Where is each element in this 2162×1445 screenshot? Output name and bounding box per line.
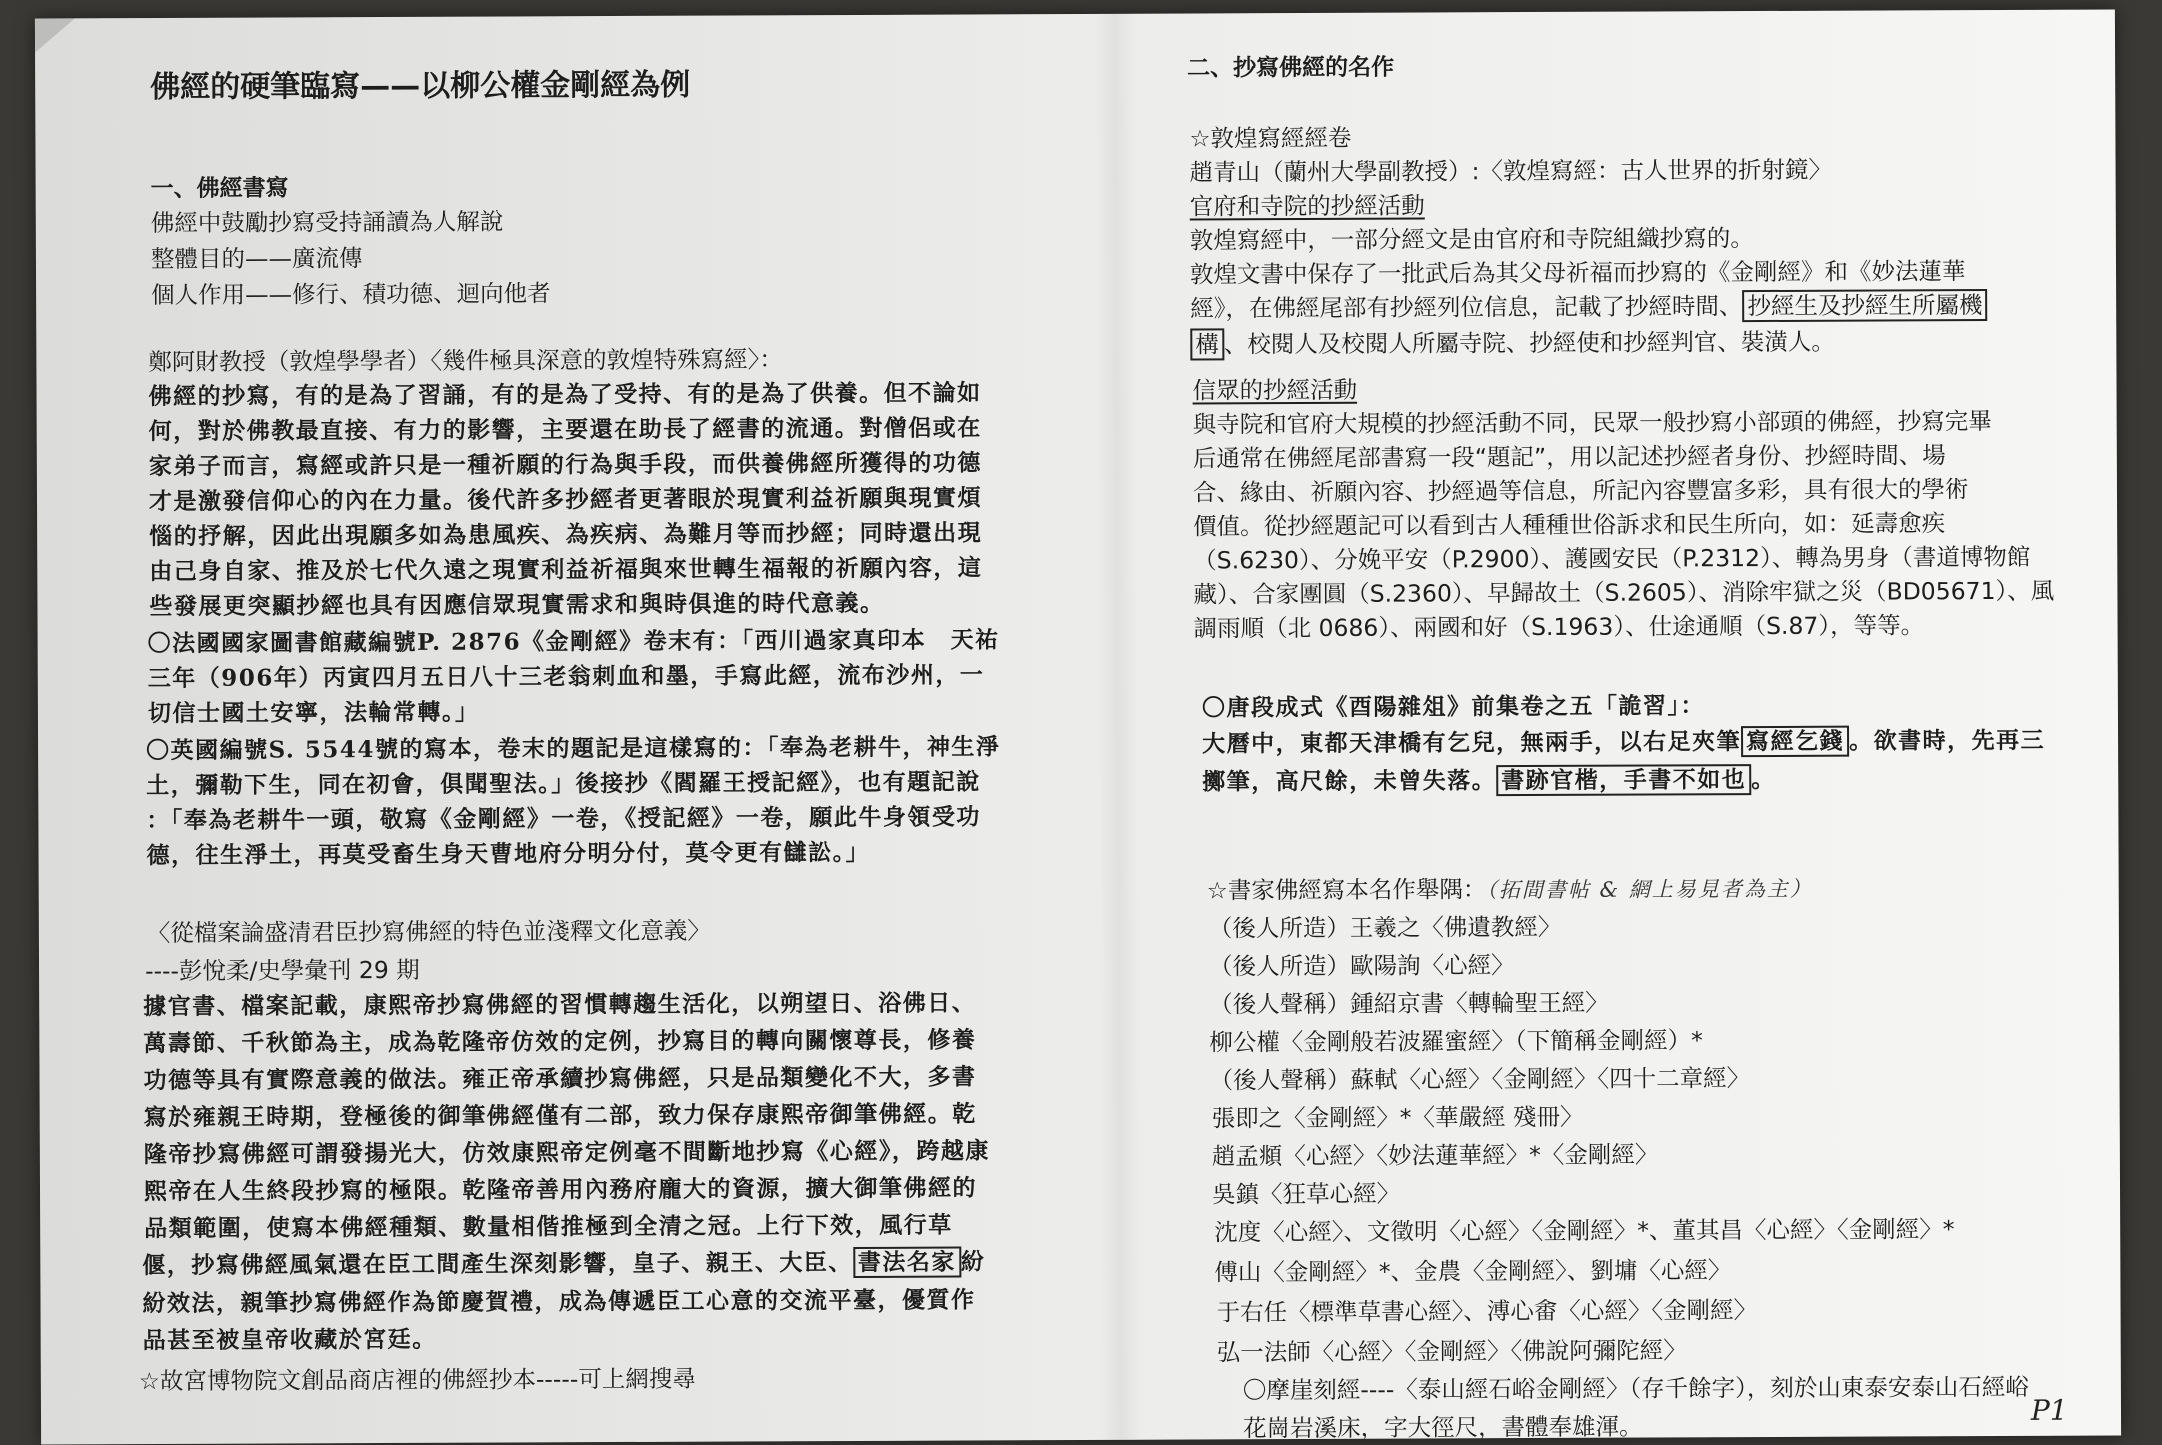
zheng-paragraph-line: 些發展更突顯抄經也具有因應信眾現實需求和與時俱進的時代意義。 [149,589,885,621]
master-work-item: 于右任〈標準草書心經〉、溥心畬〈心經〉〈金剛經〉 [1216,1296,1758,1327]
peng-paragraph-line: 熙帝在人生終段抄寫的極限。乾隆帝善用內務府龐大的資源，擴大御筆佛經的 [143,1174,978,1206]
peng-paragraph-line: 紛效法，親筆抄寫佛經作為節慶賀禮，成為傳遞臣工心意的交流平臺，優質作 [142,1286,976,1318]
zheng-paragraph-line: 才是激發信仰心的內在力量。後代許多抄經者更著眼於現實利益祈願與現實煩 [148,484,983,516]
zheng-paragraph-line: 〇英國編號S. 5544號的寫本，卷末的題記是這樣寫的：「奉為老耕牛，神生淨 [146,733,1001,765]
master-work-item: 沈度〈心經〉、文徵明〈心經〉〈金剛經〉*、董其昌〈心經〉〈金剛經〉* [1214,1215,1955,1247]
masters-heading [1207,869,1813,906]
peng-line-text: 偃，抄寫佛經風氣還在臣工間產生深刻影響，皇子、親王、大臣、 [142,1248,853,1280]
master-work-item: 趙孟頫〈心經〉〈妙法蓮華經〉*〈金剛經〉 [1211,1140,1659,1171]
boxed-highlight: 抄經生及抄經生所屬機 [1742,289,1987,322]
zheng-paragraph-line: 切信士國土安寧，法輪常轉。」 [147,698,480,728]
zheng-paragraph-line: 三年（906年）丙寅四月五日八十三老翁刺血和墨，手寫此經，流布沙州，一 [147,661,985,693]
youyang-line-text: 。 [1751,765,1776,794]
center-fold [1095,14,1141,1440]
folk-line: （S.6230）、分娩平安（P.2900）、護國安民（P.2312）、轉為男身（書道博物館 [1193,542,2031,575]
document-sheet [35,9,2121,1444]
moya-line: 〇摩崖刻經----〈泰山經石峪金剛經〉（存千餘字），刻於山東泰安泰山石經峪 [1242,1372,2029,1405]
zheng-paragraph-line: 惱的抒解，因此出現願多如為患風疾、為疾病、為難月等而抄經；同時還出現 [149,519,983,551]
peng-paragraph-line: 品類範圍，使寫本佛經種類、數量相偕推極到全清之冠。上行下效，風行草 [144,1211,953,1243]
youyang-line-text: 擲筆，高尺餘，未曾失落。 [1202,767,1497,796]
master-work-item: 張即之〈金剛經〉*〈華嚴經 殘冊〉 [1211,1102,1584,1133]
master-work-item: （後人所造）王羲之〈佛遺教經〉 [1208,912,1562,943]
zheng-paragraph-line: ：「奉為老耕牛一頭，敬寫《金剛經》一卷，《授記經》一卷，願此牛身領受功 [146,803,981,835]
page-title: 佛經的硬筆臨寫——以柳公權金剛經為例 [150,67,691,106]
zheng-paragraph-line: 家弟子而言，寫經或許只是一種祈願的行為與手段，而供養佛經所獲得的功德 [148,449,982,481]
zheng-paragraph-line: 德，往生淨土，再莫受畜生身天曹地府分明分付，莫令更有讎訟。」 [146,838,871,870]
youyang-line [1202,761,1776,797]
official-line-text: 經》，在佛經尾部有抄經列位信息，記載了抄經時間、 [1190,292,1743,323]
left-column [105,14,1065,1396]
zheng-paragraph-line: 由己身自家、推及於七代久遠之現實利益祈福與來世轉生福報的祈願內容，這 [149,554,983,586]
folded-corner [35,18,75,52]
official-line [1190,323,1835,360]
peng-line-text: 紛 [960,1248,986,1276]
peng-paragraph-line: 品甚至被皇帝收藏於宮廷。 [142,1325,437,1355]
official-heading: 官府和寺院的抄經活動 [1189,191,1425,221]
dunhuang-star-heading: ☆敦煌寫經經卷 [1189,123,1352,153]
youyang-line-text: 。欲書時，先再三 [1849,726,2046,755]
section-1-line: 佛經中鼓勵抄寫受持誦讀為人解說 [150,207,504,238]
peng-article-title: 〈從檔案論盛清君臣抄寫佛經的特色並淺釋文化意義〉 [146,916,711,948]
zheng-heading: 鄭阿財教授（敦煌學學者）〈幾件極具深意的敦煌特殊寫經〉： [148,345,783,377]
zheng-paragraph-line: 何，對於佛教最直接、有力的影響，主要還在助長了經書的流通。對僧侶或在 [148,414,982,446]
section-1-line: 整體目的——廣流傳 [150,244,363,274]
youyang-line [1202,722,2045,759]
folk-line: 價值。從抄經題記可以看到古人種種世俗訴求和民生所向，如：延壽愈疾 [1193,509,1946,541]
zheng-paragraph-line: 土，彌勒下生，同在初會，俱聞聖法。」後接抄《閻羅王授記經》，也有題記說 [146,768,981,800]
section-1-line: 個人作用——修行、積功德、迴向他者 [151,279,551,310]
zheng-paragraph-line: 〇法國國家圖書館藏編號P. 2876《金剛經》卷末有：「西川過家真印本 天祐 [147,626,1000,658]
peng-paragraph-line: 萬壽節、千秋節為主，成為乾隆帝仿效的定例，抄寫目的轉向關懷尊長，修養 [143,1026,977,1058]
youyang-line-text: 大曆中，東都天津橋有乞兒，無兩手，以右足夾筆 [1202,728,1742,758]
folk-line: 調雨順（北 0686）、兩國和好（S.1963）、仕途通順（S.87），等等。 [1193,611,1925,643]
peng-author: ----彭悅柔/史學彙刊 29 期 [144,955,420,986]
page-number: P1 [2030,1393,2068,1427]
folk-line: 后通常在佛經尾部書寫一段“題記”，用以記述抄經者身份、抄經時間、場 [1192,441,1946,473]
official-line: 敦煌寫經中，一部分經文是由官府和寺院組織抄寫的。 [1189,224,1754,255]
folk-line: 與寺院和官府大規模的抄經活動不同，民眾一般抄寫小部頭的佛經，抄寫完畢 [1192,407,1992,439]
peng-paragraph-line: 寫於雍親王時期，登極後的御筆佛經僅有二部，致力保存康熙帝御筆佛經。乾 [143,1100,977,1132]
section-1-heading: 一、佛經書寫 [150,175,289,203]
folk-line: 合、緣由、祈願內容、抄經過等信息，所記內容豐富多彩，具有很大的學術 [1192,475,1969,507]
master-work-item: 傅山〈金剛經〉*、金農〈金剛經〉、劉墉〈心經〉 [1214,1256,1732,1287]
official-line [1190,286,1987,323]
master-work-item: 弘一法師〈心經〉〈金剛經〉〈佛說阿彌陀經〉 [1216,1336,1687,1367]
peng-paragraph-line: 功德等具有實際意義的做法。雍正帝承續抄寫佛經，只是品類變化不大，多書 [143,1063,977,1095]
master-work-item: （後人聲稱）蘇軾〈心經〉〈金剛經〉〈四十二章經〉 [1209,1064,1751,1095]
master-work-item: （後人聲稱）鍾紹京書〈轉輪聖王經〉 [1209,988,1609,1019]
boxed-highlight: 書法名家 [853,1247,961,1278]
folk-line: 藏）、合家團圓（S.2360）、早歸故土（S.2605）、消除牢獄之災（BD05671）、風 [1193,576,2055,609]
folk-heading: 信眾的抄經活動 [1192,375,1358,405]
right-column [1155,10,2085,1443]
masters-star-label: ☆書家佛經寫本名作舉隅： [1206,875,1487,905]
peng-paragraph-line: 據官書、檔案記載，康熙帝抄寫佛經的習慣轉趨生活化，以朔望日、浴佛日、 [143,989,977,1021]
zheng-paragraph-line: 佛經的抄寫，有的是為了習誦，有的是為了受持、有的是為了供養。但不論如 [148,379,982,411]
peng-paragraph-line [142,1243,985,1280]
master-work-item: 柳公權〈金剛般若波羅蜜經〉（下簡稱金剛經）* [1209,1026,1703,1057]
section-2-heading: 二、抄寫佛經的名作 [1187,54,1395,82]
master-work-item: 吳鎮〈狂草心經〉 [1211,1179,1401,1209]
boxed-highlight: 寫經乞錢 [1741,726,1849,757]
handwritten-note: （拓間書帖 & 網上易見者為主） [1486,876,1813,903]
boxed-highlight: 構 [1190,328,1224,360]
moya-line: 花崗岩溪床，字大徑尺，書體奉雄渾。 [1243,1412,1643,1443]
official-line-text: 、校閱人及校閱人所屬寺院、抄經使和抄經判官、裝潢人。 [1223,327,1835,359]
zhao-citation: 趙青山（蘭州大學副教授）:〈敦煌寫經：古人世界的折射鏡〉 [1189,155,1833,187]
museum-note: ☆故宮博物院文創品商店裡的佛經抄本-----可上網搜尋 [138,1364,696,1396]
youyang-heading: 〇唐段成式《酉陽雜俎》前集卷之五「詭習」： [1201,692,1705,722]
master-work-item: （後人所造）歐陽詢〈心經〉 [1208,951,1515,981]
boxed-highlight: 書跡官楷，手書不如也 [1496,764,1751,796]
official-line: 敦煌文書中保存了一批武后為其父母祈福而抄寫的《金剛經》和《妙法蓮華 [1189,257,1966,289]
peng-paragraph-line: 隆帝抄寫佛經可謂發揚光大，仿效康熙帝定例毫不間斷地抄寫《心經》，跨越康 [143,1137,990,1169]
